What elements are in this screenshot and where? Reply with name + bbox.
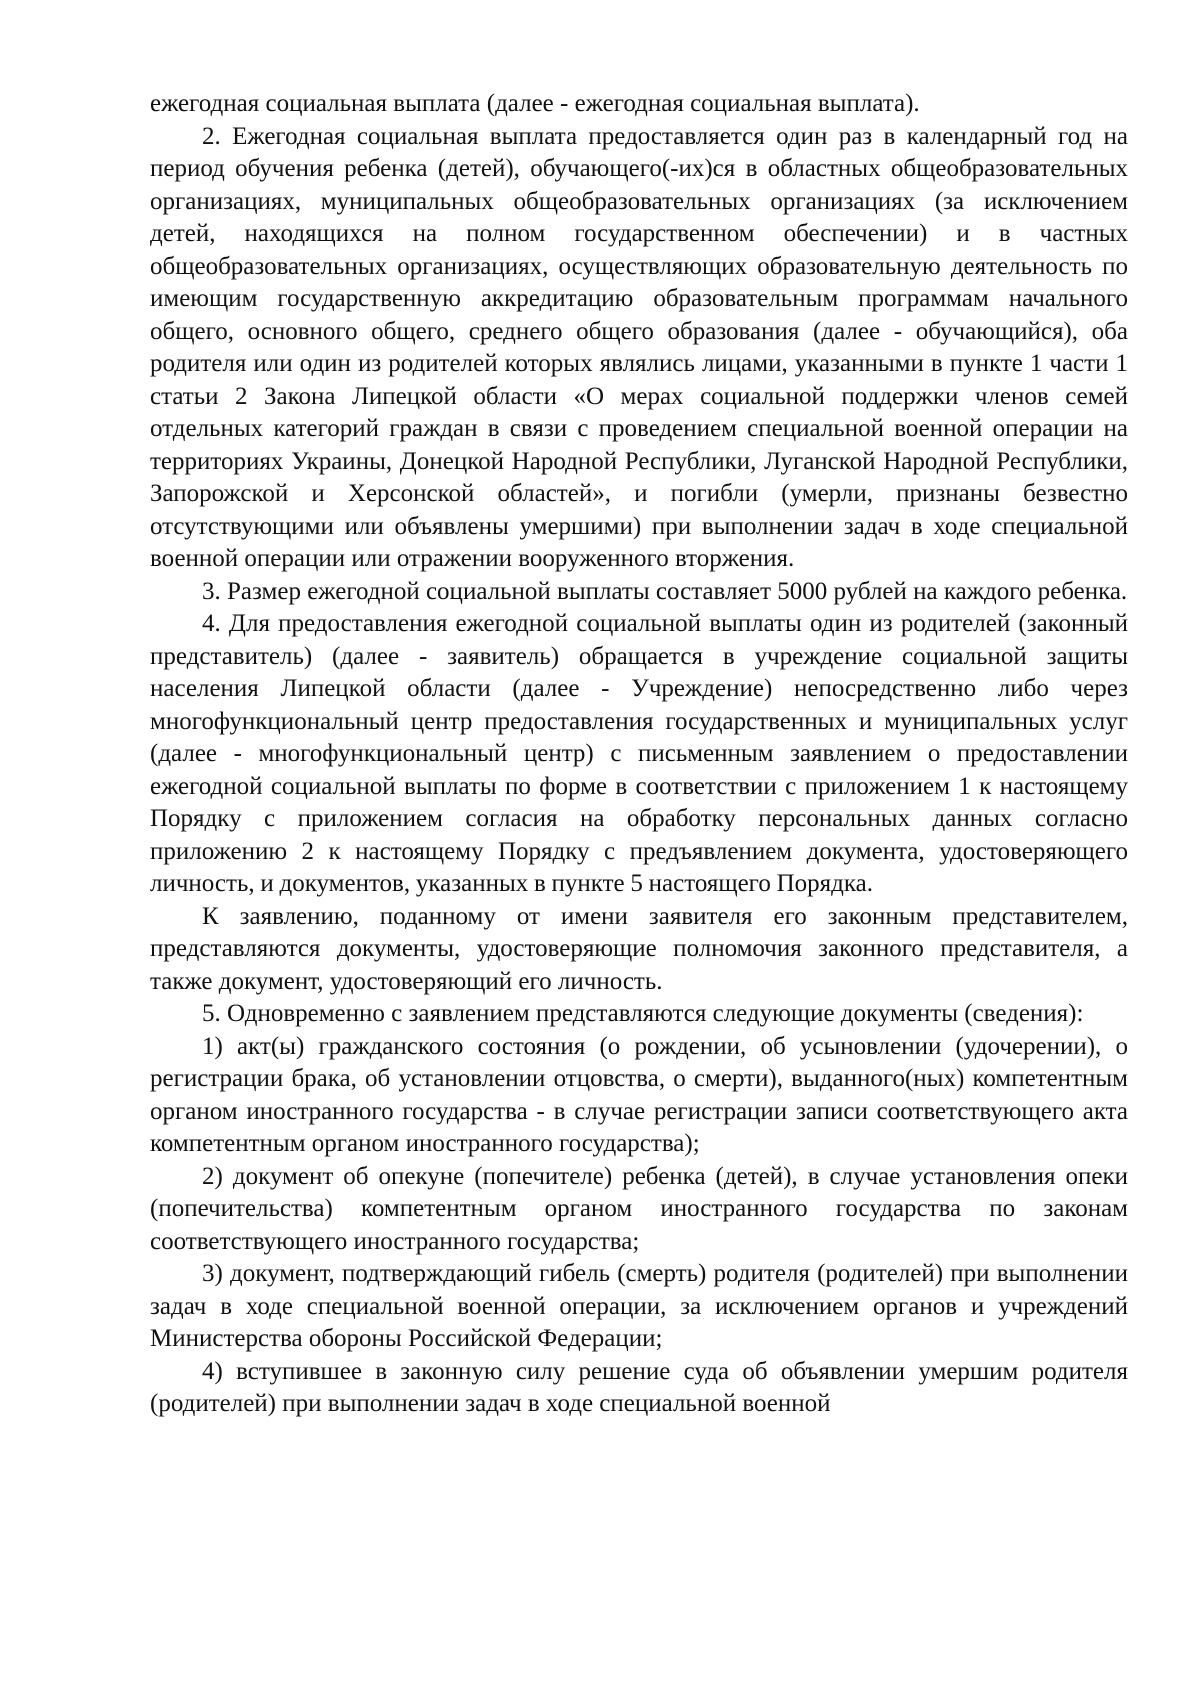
paragraph-subitem-2: 2) документ об опекуне (попечителе) ребенка (детей), в случае установления опеки (попечительства) компетентным органом иностранного государства по законам соответствующего иностранного государства; (150, 1162, 1128, 1255)
document-page (150, 88, 1128, 1421)
paragraph-continuation: ежегодная социальная выплата (далее - ежегодная социальная выплата). (150, 90, 920, 117)
paragraph-subitem-1: 1) акт(ы) гражданского состояния (о рождении, об усыновлении (удочерении), о регистрации брака, об установлении отцовства, о смерти), выданного(ных) компетентным органом иностранного государства - в случае регистрации записи соответствующего акта компетентным органом иностранного государства); (150, 1032, 1128, 1157)
paragraph-item-4: 4. Для предоставления ежегодной социальной выплаты один из родителей (законный представитель) (далее - заявитель) обращается в учреждение социальной защиты населения Липецкой области (далее - Учреждение) непосредственно либо через многофункциональный центр предоставления государственных и муниципальных услуг (далее - многофункциональный центр) с письменным заявлением о предоставлении ежегодной социальной выплаты по форме в соответствии с приложением 1 к настоящему Порядку с приложением согласия на обработку персональных данных согласно приложению 2 к настоящему Порядку с предъявлением документа, удостоверяющего личность, и документов, указанных в пункте 5 настоящего Порядка. (150, 610, 1128, 897)
paragraph-subitem-3: 3) документ, подтверждающий гибель (смерть) родителя (родителей) при выполнении задач в ходе специальной военной операции, за исключением органов и учреждений Министерства обороны Российской Федерации; (150, 1260, 1128, 1352)
paragraph-item-2: 2. Ежегодная социальная выплата предоставляется один раз в календарный год на период обучения ребенка (детей), обучающего(-их)ся в областных общеобразовательных организациях, муниципальных общеобразовательных организациях (за исключением детей, находящихся на полном государственном обеспечении) и в частных общеобразовательных организациях, осуществляющих образовательную деятельность по имеющим государственную аккредитацию образовательным программам начального общего, основного общего, среднего общего образования (далее - обучающийся), оба родителя или один из родителей которых являлись лицами, указанными в пункте 1 части 1 статьи 2 Закона Липецкой области «О мерах социальной поддержки членов семей отдельных категорий граждан в связи с проведением специальной военной операции на территориях Украины, Донецкой Народной Республики, Луганской Народной Республики, Запорожской и Херсонской областей», и погибли (умерли, признаны безвестно отсутствующими или объявлены умершими) при выполнении задач в ходе специальной военной операции или отражении вооруженного вторжения. (150, 122, 1128, 572)
paragraph-item-5: 5. Одновременно с заявлением представляются следующие документы (сведения): (202, 1000, 1084, 1027)
paragraph-subitem-4: 4) вступившее в законную силу решение суда об объявлении умершим родителя (родителей) при выполнении задач в ходе специальной военной (150, 1357, 1128, 1417)
paragraph-item-3: 3. Размер ежегодной социальной выплаты составляет 5000 рублей на каждого ребенка. (202, 577, 1128, 605)
paragraph-representative: К заявлению, поданному от имени заявителя его законным представителем, представляются документы, удостоверяющие полномочия законного представителя, а также документ, удостоверяющий его личность. (150, 902, 1128, 995)
